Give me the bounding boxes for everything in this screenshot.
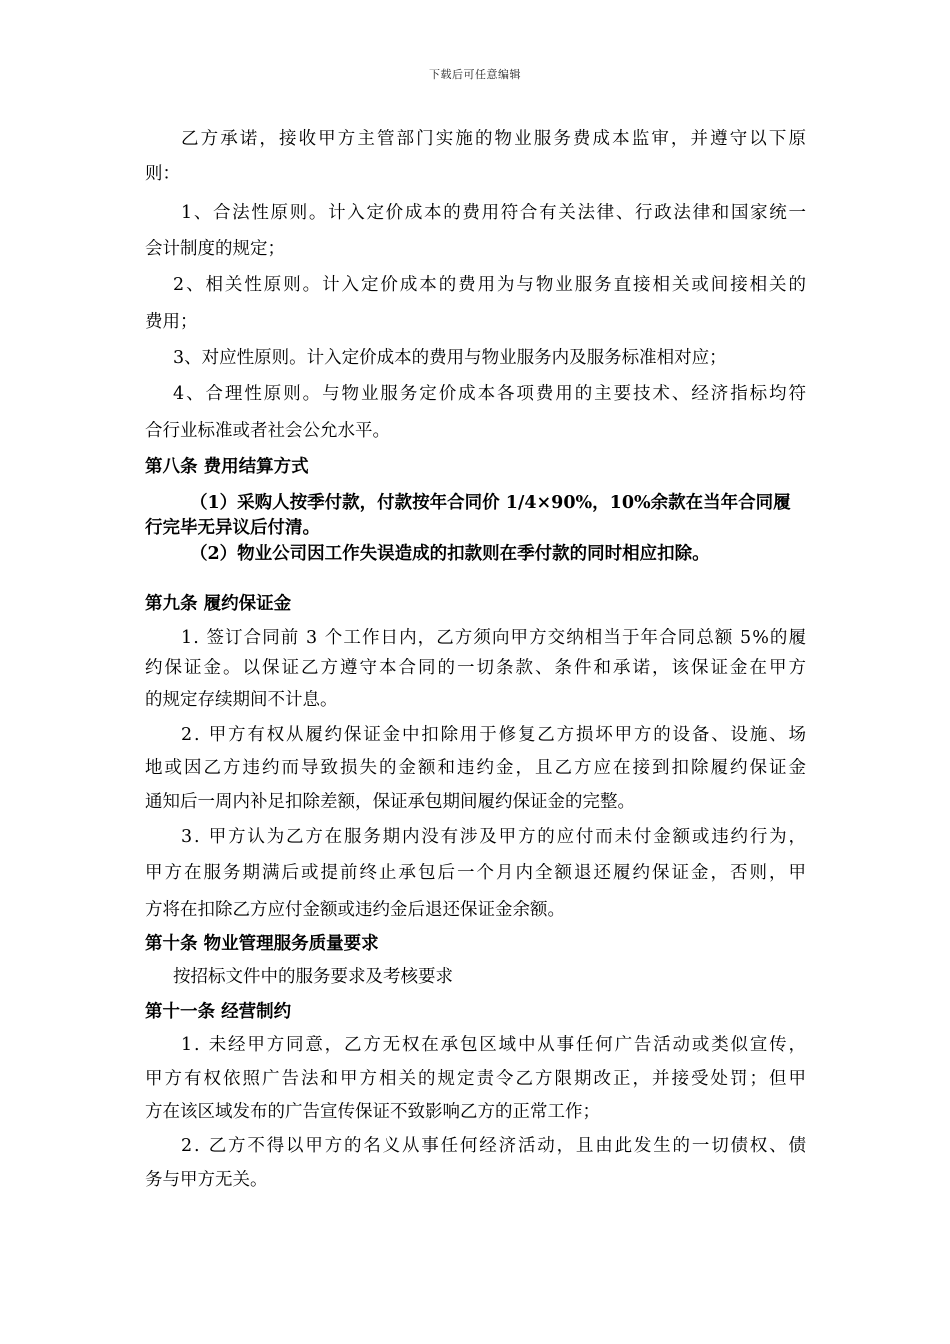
page-header: 下载后可任意编辑 xyxy=(429,68,521,81)
paragraph-line: 乙方承诺，接收甲方主管部门实施的物业服务费成本监审，并遵守以下原 xyxy=(181,129,809,149)
paragraph-line: 2. 乙方不得以甲方的名义从事任何经济活动，且由此发生的一切债权、债 xyxy=(181,1136,808,1156)
paragraph-line: 通知后一周内补足扣除差额，保证承包期间履约保证金的完整。 xyxy=(145,792,635,812)
paragraph-line: （2）物业公司因工作失误造成的扣款则在季付款的同时相应扣除。 xyxy=(190,544,710,564)
section-heading: 第九条 履约保证金 xyxy=(145,594,292,614)
paragraph-line: 地或因乙方违约而导致损失的金额和违约金，且乙方应在接到扣除履约保证金 xyxy=(145,758,808,778)
paragraph-line: 行完毕无异议后付清。 xyxy=(145,518,320,538)
paragraph-line: 1. 签订合同前 3 个工作日内，乙方须向甲方交纳相当于年合同总额 5%的履 xyxy=(181,628,808,648)
paragraph-line: 方将在扣除乙方应付金额或违约金后退还保证金余额。 xyxy=(145,900,565,920)
paragraph-line: 3. 甲方认为乙方在服务期内没有涉及甲方的应付而未付金额或违约行为， xyxy=(181,827,808,847)
paragraph-line: 务与甲方无关。 xyxy=(145,1170,268,1190)
paragraph-line: 2、相关性原则。计入定价成本的费用为与物业服务直接相关或间接相关的 xyxy=(173,275,808,295)
paragraph-line: 甲方有权依照广告法和甲方相关的规定责令乙方限期改正，并接受处罚；但甲 xyxy=(145,1069,808,1089)
paragraph-line: 3、对应性原则。计入定价成本的费用与物业服务内及服务标准相对应； xyxy=(173,348,727,368)
paragraph-line: 1. 未经甲方同意，乙方无权在承包区域中从事任何广告活动或类似宣传， xyxy=(181,1035,808,1055)
section-heading: 第十一条 经营制约 xyxy=(145,1002,292,1022)
paragraph-line: 甲方在服务期满后或提前终止承包后一个月内全额退还履约保证金，否则，甲 xyxy=(145,863,808,883)
section-heading: 第十条 物业管理服务质量要求 xyxy=(145,934,379,954)
paragraph-line: 则： xyxy=(145,164,180,184)
paragraph-line: 方在该区域发布的广告宣传保证不致影响乙方的正常工作； xyxy=(145,1102,600,1122)
paragraph-line: 会计制度的规定； xyxy=(145,239,285,259)
paragraph-line: 2. 甲方有权从履约保证金中扣除用于修复乙方损坏甲方的设备、设施、场 xyxy=(181,725,808,745)
paragraph-line: 的规定存续期间不计息。 xyxy=(145,690,338,710)
paragraph-line: 合行业标准或者社会公允水平。 xyxy=(145,421,390,441)
section-heading: 第八条 费用结算方式 xyxy=(145,457,309,477)
paragraph-line: 费用； xyxy=(145,312,198,332)
paragraph-line: 1、合法性原则。计入定价成本的费用符合有关法律、行政法律和国家统一 xyxy=(181,203,808,223)
paragraph-line: 4、合理性原则。与物业服务定价成本各项费用的主要技术、经济指标均符 xyxy=(173,384,808,404)
paragraph-line: 按招标文件中的服务要求及考核要求 xyxy=(173,967,453,987)
paragraph-line: 约保证金。以保证乙方遵守本合同的一切条款、条件和承诺，该保证金在甲方 xyxy=(145,658,808,678)
paragraph-line: （1）采购人按季付款，付款按年合同价 1/4×90%，10%余款在当年合同履 xyxy=(190,493,791,513)
